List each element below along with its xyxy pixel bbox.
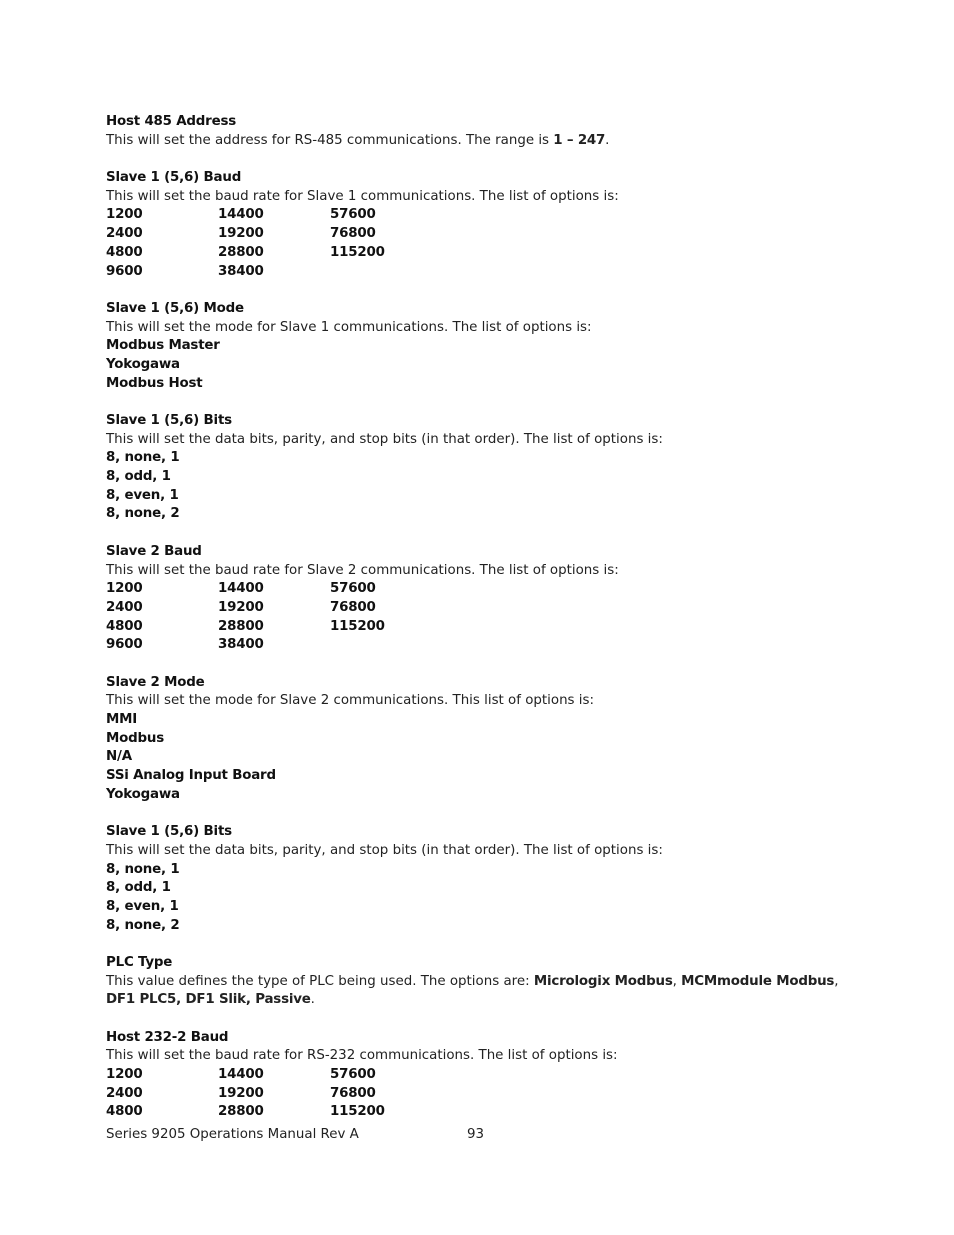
plc-option: DF1 PLC5 bbox=[106, 992, 177, 1008]
baud-option: 76800 bbox=[330, 599, 376, 615]
section-heading: PLC Type bbox=[106, 954, 173, 970]
section-description: This will set the baud rate for Slave 2 communications. The list of options is: bbox=[106, 562, 619, 578]
baud-option: 28800 bbox=[218, 618, 264, 634]
bits-option: 8, odd, 1 bbox=[106, 469, 171, 485]
bits-option: 8, even, 1 bbox=[106, 898, 179, 914]
section-slave2-baud bbox=[106, 543, 866, 655]
baud-option: 19200 bbox=[218, 226, 264, 242]
baud-options-grid bbox=[106, 1066, 866, 1122]
separator: , bbox=[672, 973, 682, 989]
page-number: 93 bbox=[467, 1127, 485, 1142]
mode-option: N/A bbox=[106, 749, 132, 765]
separator: . bbox=[310, 992, 315, 1008]
baud-option: 115200 bbox=[330, 244, 385, 260]
section-plc-type bbox=[106, 954, 866, 1010]
bits-option: 8, none, 2 bbox=[106, 917, 180, 933]
baud-option: 2400 bbox=[106, 599, 143, 615]
baud-option: 4800 bbox=[106, 1104, 143, 1120]
baud-option: 19200 bbox=[218, 599, 264, 615]
mode-option: SSi Analog Input Board bbox=[106, 768, 276, 784]
section-heading: Slave 1 (5,6) Baud bbox=[106, 170, 242, 186]
baud-option: 28800 bbox=[218, 1104, 264, 1120]
description-period: . bbox=[605, 132, 610, 148]
bits-option: 8, odd, 1 bbox=[106, 880, 171, 896]
baud-option: 19200 bbox=[218, 1085, 264, 1101]
baud-option: 1200 bbox=[106, 581, 143, 597]
plc-option: Micrologix Modbus bbox=[533, 973, 673, 989]
mode-option: Yokogawa bbox=[106, 356, 180, 372]
baud-option: 1200 bbox=[106, 1067, 143, 1083]
range-value: 1 – 247 bbox=[553, 132, 606, 148]
section-heading: Slave 2 Mode bbox=[106, 674, 205, 690]
mode-option: Modbus Host bbox=[106, 375, 203, 391]
baud-options-grid bbox=[106, 206, 866, 281]
baud-option: 76800 bbox=[330, 226, 376, 242]
baud-option bbox=[330, 636, 442, 655]
section-slave1-mode bbox=[106, 300, 866, 393]
section-description: This will set the data bits, parity, and stop bits (in that order). The list of options is: bbox=[106, 431, 663, 447]
baud-options-grid bbox=[106, 580, 866, 655]
baud-option: 57600 bbox=[330, 1067, 376, 1083]
baud-option: 57600 bbox=[330, 207, 376, 223]
mode-option: Modbus Master bbox=[106, 338, 220, 354]
baud-option: 14400 bbox=[218, 1067, 264, 1083]
section-description: This will set the mode for Slave 1 communications. The list of options is: bbox=[106, 319, 592, 335]
section-host-232-2-baud bbox=[106, 1029, 866, 1122]
bits-option: 8, none, 2 bbox=[106, 506, 180, 522]
section-heading: Host 232-2 Baud bbox=[106, 1029, 229, 1045]
baud-option: 2400 bbox=[106, 1085, 143, 1101]
manual-page bbox=[106, 113, 866, 1141]
section-description: This will set the mode for Slave 2 communications. This list of options is: bbox=[106, 693, 594, 709]
section-slave1-bits bbox=[106, 412, 866, 524]
baud-option: 14400 bbox=[218, 207, 264, 223]
footer-title: Series 9205 Operations Manual Rev A bbox=[106, 1127, 359, 1142]
baud-option: 28800 bbox=[218, 244, 264, 260]
separator: , bbox=[176, 992, 186, 1008]
baud-option: 115200 bbox=[330, 1104, 385, 1120]
bits-option: 8, none, 1 bbox=[106, 861, 180, 877]
baud-option: 4800 bbox=[106, 244, 143, 260]
section-description bbox=[106, 973, 866, 1010]
section-description: This will set the baud rate for Slave 1 communications. The list of options is: bbox=[106, 188, 619, 204]
section-slave2-mode bbox=[106, 674, 866, 805]
baud-option: 14400 bbox=[218, 581, 264, 597]
section-description: This will set the data bits, parity, and stop bits (in that order). The list of options is: bbox=[106, 842, 663, 858]
mode-option: Yokogawa bbox=[106, 786, 180, 802]
baud-option: 2400 bbox=[106, 226, 143, 242]
baud-option: 9600 bbox=[106, 263, 143, 279]
plc-option: MCMmodule Modbus bbox=[681, 973, 835, 989]
section-description bbox=[106, 132, 866, 151]
section-host-485-address bbox=[106, 113, 866, 150]
section-heading: Host 485 Address bbox=[106, 114, 237, 129]
section-heading: Slave 1 (5,6) Mode bbox=[106, 300, 244, 316]
baud-option: 9600 bbox=[106, 637, 143, 653]
baud-option: 76800 bbox=[330, 1085, 376, 1101]
mode-option: Modbus bbox=[106, 730, 164, 746]
separator: , bbox=[834, 973, 839, 989]
section-description: This will set the baud rate for RS-232 communications. The list of options is: bbox=[106, 1048, 618, 1064]
baud-option: 38400 bbox=[218, 637, 264, 653]
baud-option: 1200 bbox=[106, 207, 143, 223]
plc-option: DF1 Slik, Passive bbox=[185, 992, 311, 1008]
section-heading: Slave 1 (5,6) Bits bbox=[106, 824, 232, 840]
description-text: This value defines the type of PLC being used. The options are: bbox=[106, 973, 534, 989]
baud-option: 4800 bbox=[106, 618, 143, 634]
section-slave1-baud bbox=[106, 169, 866, 281]
baud-option: 57600 bbox=[330, 581, 376, 597]
description-text: This will set the address for RS-485 communications. The range is bbox=[106, 132, 554, 148]
mode-option: MMI bbox=[106, 712, 138, 727]
baud-option bbox=[330, 263, 442, 282]
section-heading: Slave 2 Baud bbox=[106, 543, 202, 559]
bits-option: 8, none, 1 bbox=[106, 450, 180, 466]
section-heading: Slave 1 (5,6) Bits bbox=[106, 413, 232, 428]
baud-option: 115200 bbox=[330, 618, 385, 634]
section-slave1-bits-2 bbox=[106, 823, 866, 935]
baud-option: 38400 bbox=[218, 263, 264, 279]
bits-option: 8, even, 1 bbox=[106, 487, 179, 503]
